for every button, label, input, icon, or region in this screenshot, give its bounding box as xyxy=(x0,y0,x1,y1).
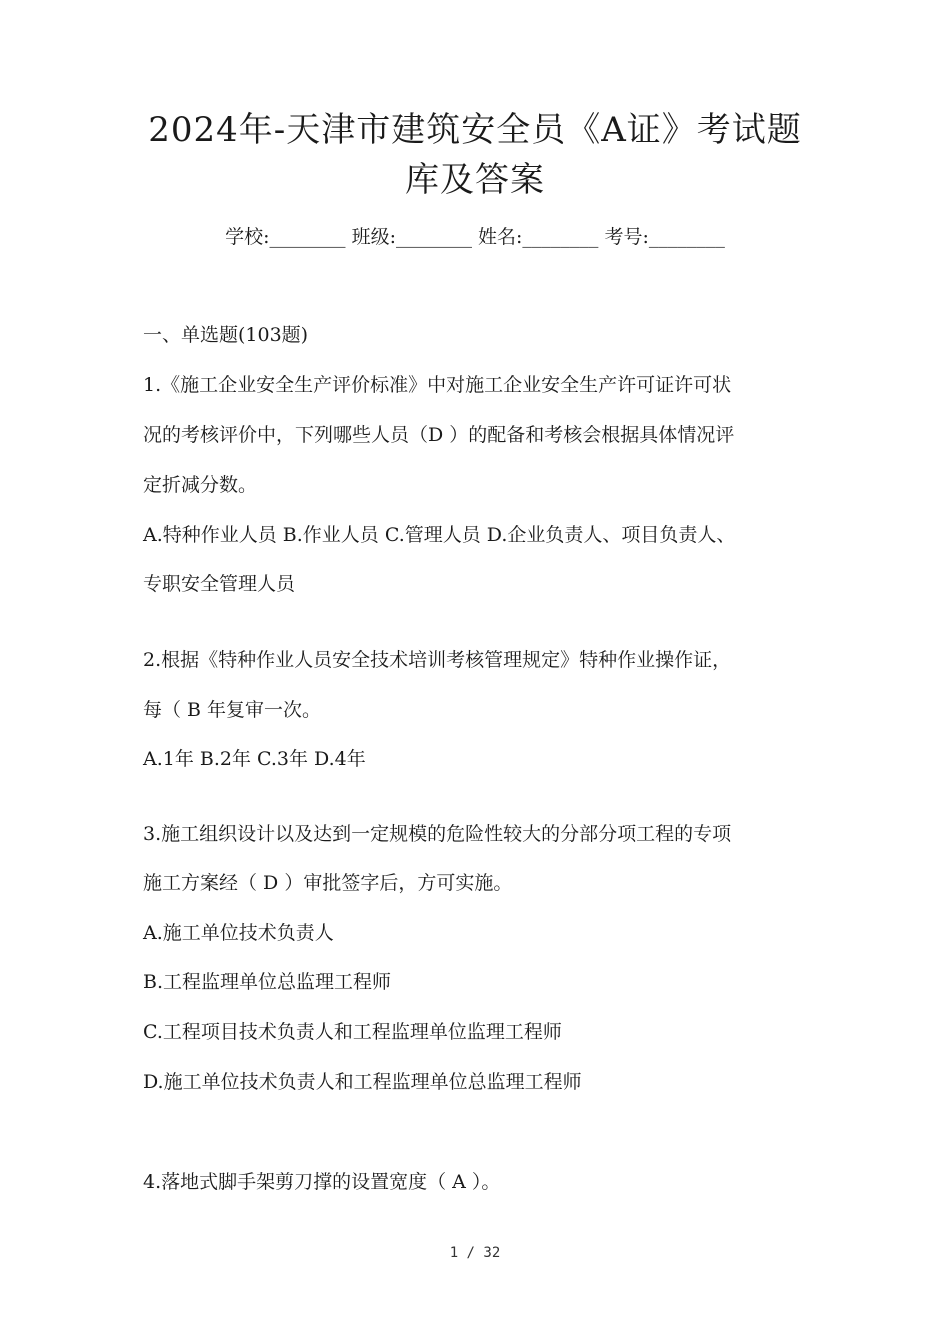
question-3-option-a: A.施工单位技术负责人 xyxy=(143,922,334,944)
question-1-options-line-1: A.特种作业人员 B.作业人员 C.管理人员 D.企业负责人、项目负责人、 xyxy=(143,524,736,546)
question-1-stem-line-2: 况的考核评价中，下列哪些人员（D ）的配备和考核会根据具体情况评 xyxy=(143,424,735,446)
question-1-stem-line-3: 定折减分数。 xyxy=(143,474,258,496)
question-3-stem-line-1: 3.施工组织设计以及达到一定规模的危险性较大的分部分项工程的专项 xyxy=(143,823,732,845)
student-info-line: 学校:________ 班级:________ 姓名:________ 考号:________ xyxy=(225,226,725,248)
document-title-line-1: 2024年-天津市建筑安全员《A证》考试题 xyxy=(148,110,802,150)
question-3-option-c: C.工程项目技术负责人和工程监理单位监理工程师 xyxy=(143,1021,562,1043)
question-2-options-line-1: A.1年 B.2年 C.3年 D.4年 xyxy=(143,748,366,770)
question-1-options-line-2: 专职安全管理人员 xyxy=(143,573,296,595)
question-3-stem-line-2: 施工方案经（ D ）审批签字后，方可实施。 xyxy=(143,872,513,894)
question-2-stem-line-1: 2.根据《特种作业人员安全技术培训考核管理规定》特种作业操作证， xyxy=(143,649,732,671)
document-title-line-2: 库及答案 xyxy=(405,160,545,200)
page-number: 1 / 32 xyxy=(449,1245,501,1261)
question-3-option-d: D.施工单位技术负责人和工程监理单位总监理工程师 xyxy=(143,1071,582,1093)
question-4-stem-line-1: 4.落地式脚手架剪刀撑的设置宽度（ A ）。 xyxy=(143,1171,501,1193)
question-2-stem-line-2: 每（ B 年复审一次。 xyxy=(143,699,322,721)
question-3-option-b: B.工程监理单位总监理工程师 xyxy=(143,971,392,993)
section-heading: 一、单选题(103题) xyxy=(143,324,309,346)
question-1-stem-line-1: 1.《施工企业安全生产评价标准》中对施工企业安全生产许可证许可状 xyxy=(143,374,732,396)
